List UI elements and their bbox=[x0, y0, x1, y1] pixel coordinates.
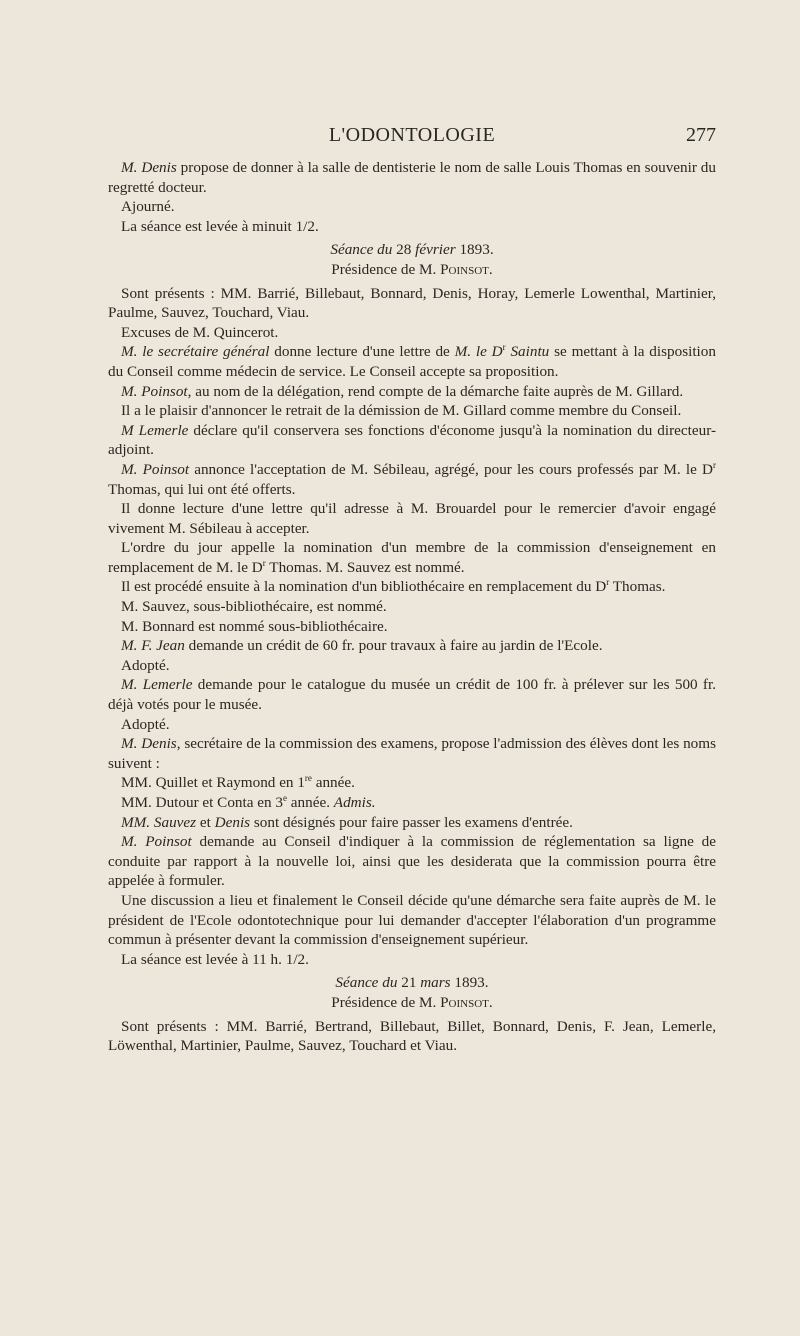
superscript: r bbox=[606, 577, 610, 588]
text-run: 1893. bbox=[450, 974, 489, 992]
text-run: Thomas, qui lui ont été offerts. bbox=[108, 480, 296, 498]
text-run: Adopté. bbox=[121, 715, 170, 733]
italic-text: M. Denis bbox=[121, 159, 177, 176]
text-run: Ajourné. bbox=[121, 198, 175, 216]
italic-text: Séance du bbox=[330, 241, 393, 259]
text-run: année. bbox=[286, 794, 334, 811]
text-run: Une discussion a lieu et finalement le Conseil décide qu'une démarche sera faite auprès de M. le président de l'Ecole odontotechnique pour lui demander d'accepter l'élaboration d'un programme commun à présenter devant la commission d'enseignement supérieur. bbox=[108, 891, 716, 949]
text-run: Adopté. bbox=[121, 656, 170, 674]
text-run: Thomas. M. Sauvez est nommé. bbox=[265, 558, 465, 576]
text-run: Présidence de M. bbox=[331, 260, 441, 278]
italic-text: M. le secrétaire général bbox=[121, 343, 270, 361]
text-run: Il est procédé ensuite à la nomination d'un bibliothécaire en remplacement du D bbox=[121, 578, 607, 596]
text-run: La séance est levée à 11 h. 1/2. bbox=[121, 950, 309, 968]
paragraph bbox=[108, 597, 716, 617]
text-run: La séance est levée à minuit 1/2. bbox=[121, 217, 319, 235]
paragraph bbox=[108, 323, 716, 343]
text-run: MM. Quillet et Raymond en 1 bbox=[121, 774, 305, 792]
text-run: , secrétaire de la commission des examens, propose l'admission des élèves dont les noms suivent : bbox=[108, 735, 716, 772]
text-run: 21 bbox=[397, 974, 421, 992]
italic-text: M. Poinsot bbox=[121, 382, 188, 400]
page-number: 277 bbox=[686, 124, 716, 146]
superscript: r bbox=[502, 342, 506, 353]
paragraph bbox=[108, 617, 716, 637]
paragraph bbox=[108, 499, 716, 538]
paragraph bbox=[108, 675, 716, 714]
session-heading bbox=[108, 973, 716, 993]
text-run: propose de donner à la salle de dentisterie le nom de salle Louis Thomas en souvenir du regretté docteur. bbox=[108, 159, 716, 196]
paragraph bbox=[108, 656, 716, 676]
text-run: demande au Conseil d'indiquer à la commission de réglementation sa ligne de conduite par rapport à la nouvelle loi, ainsi que les desiderata que la commission pourra être appelée à formuler. bbox=[108, 833, 716, 890]
text-run: L'ordre du jour appelle la nomination d'un membre de la commission d'enseignement en remplacement de M. le D bbox=[108, 539, 716, 576]
text-run: . bbox=[488, 260, 493, 278]
text-run: donne lecture d'une lettre de bbox=[269, 343, 455, 361]
text-run: Poinsot bbox=[440, 993, 489, 1011]
text-run: Sont présents : MM. Barrié, Bertrand, Billebaut, Billet, Bonnard, Denis, F. Jean, Lemerle, Löwenthal, Martinier, Paulme, Sauvez, Touchard et Viau. bbox=[108, 1017, 716, 1055]
text-run: 1893. bbox=[455, 241, 494, 259]
paragraph bbox=[108, 813, 716, 833]
superscript: r bbox=[262, 557, 266, 568]
session-heading bbox=[108, 240, 716, 260]
text-run: et bbox=[196, 813, 215, 831]
paragraph bbox=[108, 197, 716, 217]
italic-text: Admis. bbox=[333, 794, 376, 811]
text-run: Thomas. bbox=[609, 578, 666, 596]
paragraph bbox=[108, 577, 716, 597]
italic-text: M. Denis bbox=[121, 735, 177, 753]
superscript: re bbox=[304, 773, 312, 784]
paragraph bbox=[108, 421, 716, 460]
paragraph bbox=[108, 460, 716, 499]
text-run: Sont présents : MM. Barrié, Billebaut, Bonnard, Denis, Horay, Lemerle Lowenthal, Martinier, Paulme, Sauvez, Touchard, Viau. bbox=[108, 284, 716, 322]
paragraph bbox=[108, 284, 716, 323]
italic-text: M Lemerle bbox=[121, 421, 189, 439]
paragraph bbox=[108, 734, 716, 773]
text-run: Il a le plaisir d'annoncer le retrait de la démission de M. Gillard comme membre du Conseil. bbox=[121, 402, 682, 420]
italic-text: M. le D bbox=[454, 343, 503, 361]
text-run: Poinsot bbox=[440, 260, 489, 278]
italic-text: Saintu bbox=[505, 343, 550, 361]
paragraph bbox=[108, 773, 716, 793]
paragraph bbox=[108, 217, 716, 237]
paragraph bbox=[108, 793, 716, 813]
text-run: M. Sauvez, sous-bibliothécaire, est nommé. bbox=[121, 598, 387, 616]
paragraph bbox=[108, 382, 716, 402]
paragraph bbox=[108, 832, 716, 891]
italic-text: M. F. Jean bbox=[121, 637, 185, 655]
running-title: L'ODONTOLOGIE bbox=[328, 124, 496, 146]
paragraph bbox=[108, 891, 716, 950]
text-run: Présidence de M. bbox=[331, 993, 441, 1011]
italic-text: mars bbox=[420, 974, 451, 992]
superscript: e bbox=[282, 792, 287, 803]
paragraph bbox=[108, 158, 716, 197]
paragraph bbox=[108, 950, 716, 970]
paragraph bbox=[108, 342, 716, 381]
italic-text: M. Poinsot bbox=[121, 833, 192, 851]
minutes-body bbox=[108, 158, 716, 1056]
paragraph bbox=[108, 401, 716, 421]
text-run: année. bbox=[311, 774, 355, 792]
italic-text: M. Lemerle bbox=[121, 676, 193, 694]
text-run: demande pour le catalogue du musée un crédit de 100 fr. à prélever sur les 500 fr. déjà votés pour le musée. bbox=[108, 676, 716, 714]
paragraph bbox=[108, 715, 716, 735]
session-presidency bbox=[108, 993, 716, 1013]
italic-text: Denis bbox=[214, 813, 251, 831]
text-run: annonce l'acceptation de M. Sébileau, agrégé, pour les cours professés par M. le D bbox=[189, 460, 714, 478]
superscript: r bbox=[713, 459, 717, 470]
paragraph bbox=[108, 636, 716, 656]
text-run: déclare qu'il conservera ses fonctions d'économe jusqu'à la nomination du directeur-adjoint. bbox=[108, 421, 717, 459]
italic-text: MM. Sauvez bbox=[121, 813, 197, 831]
paragraph bbox=[108, 1017, 716, 1056]
text-run: Il donne lecture d'une lettre qu'il adresse à M. Brouardel pour le remercier d'avoir engagé vivement M. Sébileau à accepter. bbox=[108, 500, 716, 537]
page-header bbox=[108, 124, 716, 150]
text-run: , au nom de la délégation, rend compte de la démarche faite auprès de M. Gillard. bbox=[187, 382, 684, 400]
italic-text: février bbox=[415, 241, 456, 259]
text-run: Excuses de M. Quincerot. bbox=[121, 323, 279, 341]
paragraph bbox=[108, 538, 716, 577]
text-run: se mettant à la disposition du Conseil comme médecin de service. Le Conseil accepte sa proposition. bbox=[108, 343, 716, 380]
italic-text: Séance du bbox=[335, 974, 398, 992]
text-run: MM. Dutour et Conta en 3 bbox=[121, 794, 283, 811]
text-run: . bbox=[488, 993, 493, 1011]
text-run: 28 bbox=[392, 241, 416, 259]
session-presidency bbox=[108, 260, 716, 280]
text-run: sont désignés pour faire passer les examens d'entrée. bbox=[250, 813, 573, 831]
italic-text: M. Poinsot bbox=[121, 460, 190, 478]
text-run: M. Bonnard est nommé sous-bibliothécaire. bbox=[121, 617, 388, 635]
text-run: demande un crédit de 60 fr. pour travaux à faire au jardin de l'Ecole. bbox=[184, 637, 603, 655]
